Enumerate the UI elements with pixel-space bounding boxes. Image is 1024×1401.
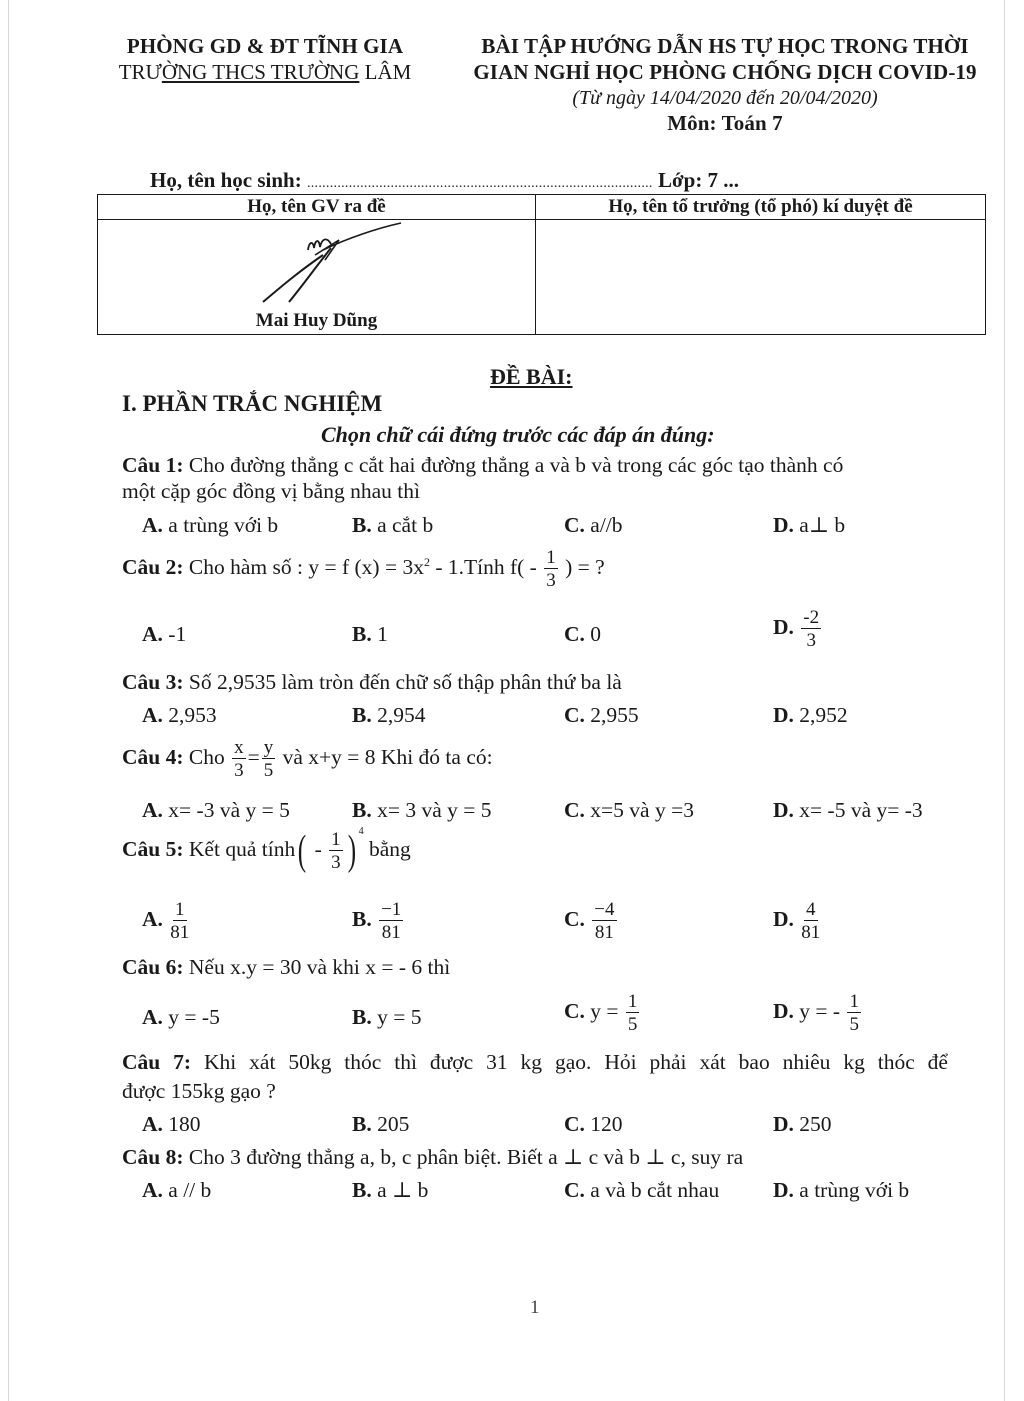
question-1-text1: Cho đường thẳng c cắt hai đường thẳng a và b và trong các góc tạo thành có — [183, 453, 844, 477]
option-label: A. — [142, 622, 163, 646]
left-parenthesis: ( — [298, 828, 307, 874]
fraction — [262, 738, 276, 780]
q3-option-a[interactable] — [142, 703, 217, 728]
option-text: x=5 và y =3 — [584, 798, 694, 822]
question-5-text: Kết quả tính — [183, 836, 296, 861]
fraction — [592, 900, 616, 942]
approver-signature-cell — [536, 220, 986, 335]
question-7-label: Câu 7: — [122, 1050, 192, 1074]
page-right-edge — [1004, 0, 1005, 1401]
question-2-text: ) = ? — [559, 554, 605, 579]
exam-title: ĐỀ BÀI: — [490, 364, 573, 389]
student-name-label: Họ, tên học sinh: — [150, 168, 307, 192]
q6-option-b[interactable] — [352, 1005, 421, 1030]
option-text: a trùng với b — [793, 1178, 910, 1202]
question-4-text: và x+y = 8 Khi đó ta có: — [277, 744, 493, 769]
q2-option-c[interactable] — [564, 622, 601, 647]
question-5-line — [122, 825, 411, 874]
q5-option-b[interactable] — [352, 900, 405, 942]
question-3-line — [122, 670, 622, 695]
option-text: y = — [584, 998, 624, 1023]
q1-option-c[interactable] — [564, 513, 623, 538]
fraction — [329, 830, 343, 872]
header-left-line1: PHÒNG GD & ĐT TĨNH GIA — [126, 34, 404, 58]
option-label: D. — [773, 998, 794, 1023]
option-label: B. — [352, 906, 372, 931]
option-text: 1 — [371, 622, 388, 646]
page-left-edge — [8, 0, 9, 1401]
option-text: 205 — [371, 1112, 410, 1136]
header-right-line2: GIAN NGHỈ HỌC PHÒNG CHỐNG DỊCH COVID-19 — [473, 60, 977, 84]
option-text: x= -5 và y= -3 — [793, 798, 923, 822]
option-label: D. — [773, 798, 794, 822]
fraction — [544, 548, 558, 590]
q7-option-d[interactable] — [773, 1112, 832, 1137]
numerator: -2 — [803, 607, 820, 628]
question-2-text: Cho hàm số : y = f (x) = 3x — [183, 554, 424, 579]
numerator: y — [263, 737, 274, 758]
q2-option-d[interactable] — [773, 608, 823, 650]
right-parenthesis: ) — [347, 828, 356, 874]
question-1-text2: một cặp góc đồng vị bằng nhau thì — [122, 479, 420, 503]
q4-option-a[interactable] — [142, 798, 290, 823]
option-text: y = 5 — [371, 1005, 422, 1029]
option-label: B. — [352, 703, 372, 727]
denominator: 5 — [849, 1014, 859, 1035]
option-label: A. — [142, 1005, 163, 1029]
fraction — [801, 608, 821, 650]
option-text: x= 3 và y = 5 — [371, 798, 492, 822]
date-range: (Từ ngày 14/04/2020 đến 20/04/2020) — [572, 87, 878, 109]
option-label: C. — [564, 622, 585, 646]
fraction — [847, 992, 861, 1034]
denominator: 3 — [331, 852, 341, 873]
q8-option-d[interactable] — [773, 1178, 909, 1203]
fraction — [801, 900, 820, 942]
q4-option-b[interactable] — [352, 798, 492, 823]
q3-option-d[interactable] — [773, 703, 848, 728]
question-8-line — [122, 1145, 743, 1170]
option-text: a cắt b — [371, 513, 434, 537]
q4-option-c[interactable] — [564, 798, 694, 823]
option-text: a ⊥ b — [371, 1178, 429, 1202]
question-8-text: Cho 3 đường thẳng a, b, c phân biệt. Biết a ⊥ c và b ⊥ c, suy ra — [183, 1145, 744, 1169]
option-label: C. — [564, 703, 585, 727]
numerator: x — [234, 737, 244, 758]
q8-option-b[interactable] — [352, 1178, 428, 1203]
numerator: 4 — [806, 899, 816, 920]
teacher-name: Mai Huy Dũng — [255, 310, 378, 331]
denominator: 5 — [263, 760, 274, 781]
question-4-label: Câu 4: — [122, 744, 184, 769]
question-2-line — [122, 548, 605, 590]
option-text: a và b cắt nhau — [584, 1178, 720, 1202]
question-6-text: Nếu x.y = 30 và khi x = - 6 thì — [183, 955, 451, 979]
option-text: -1 — [162, 622, 187, 646]
q8-option-a[interactable] — [142, 1178, 211, 1203]
teacher-signature-image — [253, 220, 413, 310]
school-name-part3: LÂM — [359, 60, 412, 84]
header-right-line1: BÀI TẬP HƯỚNG DẪN HS TỰ HỌC TRONG THỜI — [481, 34, 969, 58]
q6-option-d[interactable] — [773, 992, 863, 1034]
signature-table — [97, 194, 986, 335]
option-label: C. — [564, 906, 585, 931]
question-5-text: bằng — [363, 836, 411, 861]
numerator: −4 — [594, 899, 615, 920]
option-label: C. — [564, 1112, 585, 1136]
teacher-signature-cell — [98, 220, 536, 335]
page-number: 1 — [530, 1297, 540, 1318]
minus-sign: - — [309, 836, 328, 861]
option-label: B. — [352, 1178, 372, 1202]
exponent: 4 — [358, 825, 364, 837]
option-text: 2,953 — [162, 703, 217, 727]
q1-option-b[interactable] — [352, 513, 433, 538]
question-7-line1 — [122, 1050, 948, 1075]
question-7-text1: Khi xát 50kg thóc thì được 31 kg gạo. Hỏi phải xát bao nhiêu kg thóc để — [191, 1050, 948, 1074]
option-text: x= -3 và y = 5 — [162, 798, 290, 822]
option-label: A. — [142, 798, 163, 822]
option-label: D. — [773, 614, 794, 639]
option-label: A. — [142, 1112, 163, 1136]
question-4-line — [122, 738, 493, 780]
option-text: 250 — [793, 1112, 832, 1136]
exponent: 2 — [423, 554, 430, 569]
numerator: 1 — [175, 899, 185, 920]
instruction: Chọn chữ cái đứng trước các đáp án đúng: — [321, 422, 715, 447]
question-3-label: Câu 3: — [122, 670, 184, 694]
option-label: A. — [142, 703, 163, 727]
option-text: 2,955 — [584, 703, 639, 727]
fraction — [232, 738, 246, 780]
question-4-text: Cho — [183, 744, 231, 769]
option-text: 0 — [584, 622, 602, 646]
option-label: D. — [773, 1178, 794, 1202]
option-label: D. — [773, 906, 794, 931]
q2-option-b[interactable] — [352, 622, 388, 647]
q6-option-a[interactable] — [142, 1005, 220, 1030]
option-label: D. — [773, 513, 794, 537]
option-label: B. — [352, 798, 372, 822]
q2-option-a[interactable] — [142, 622, 186, 647]
question-2-text: - 1.Tính f( - — [429, 554, 543, 579]
q5-option-c[interactable] — [564, 900, 619, 942]
q1-option-a[interactable] — [142, 513, 278, 538]
option-label: C. — [564, 998, 585, 1023]
denominator: 81 — [801, 922, 821, 943]
numerator: 1 — [627, 991, 638, 1012]
option-text: a trùng với b — [162, 513, 279, 537]
denominator: 81 — [381, 922, 401, 943]
q3-option-c[interactable] — [564, 703, 639, 728]
option-text: 120 — [584, 1112, 623, 1136]
numerator: −1 — [381, 899, 402, 920]
student-info-line — [150, 168, 739, 193]
q8-option-c[interactable] — [564, 1178, 719, 1203]
denominator: 81 — [170, 922, 190, 943]
option-label: D. — [773, 1112, 794, 1136]
q4-option-d[interactable] — [773, 798, 923, 823]
option-label: B. — [352, 1112, 372, 1136]
option-label: C. — [564, 798, 585, 822]
question-2-label: Câu 2: — [122, 554, 184, 579]
question-7-text2: được 155kg gạo ? — [122, 1079, 276, 1103]
subject-title: Môn: Toán 7 — [667, 111, 783, 135]
option-label: B. — [352, 622, 372, 646]
numerator: 1 — [331, 829, 341, 850]
option-text: a // b — [162, 1178, 212, 1202]
denominator: 3 — [806, 630, 816, 651]
denominator: 3 — [546, 570, 556, 591]
approver-column-header: Họ, tên tổ trưởng (tổ phó) kí duyệt đề — [536, 195, 986, 220]
q3-option-b[interactable] — [352, 703, 425, 728]
option-text: y = -5 — [162, 1005, 220, 1029]
question-1-line1 — [122, 453, 843, 478]
option-label: B. — [352, 1005, 372, 1029]
student-name-field[interactable]: ........................................................................................... — [306, 176, 653, 191]
fraction — [379, 900, 403, 942]
denominator: 3 — [234, 760, 244, 781]
option-label: D. — [773, 703, 794, 727]
question-8-label: Câu 8: — [122, 1145, 184, 1169]
q7-option-b[interactable] — [352, 1112, 409, 1137]
teacher-column-header: Họ, tên GV ra đề — [98, 195, 536, 220]
option-label: A. — [142, 1178, 163, 1202]
numerator: 1 — [546, 547, 556, 568]
denominator: 5 — [627, 1014, 638, 1035]
option-text: 180 — [162, 1112, 201, 1136]
fraction — [626, 992, 640, 1034]
option-text: a⊥ b — [793, 513, 846, 537]
option-label: C. — [564, 513, 585, 537]
denominator: 81 — [594, 922, 614, 943]
q1-option-d[interactable] — [773, 513, 845, 538]
option-text: a//b — [584, 513, 623, 537]
section-title: I. PHẦN TRẮC NGHIỆM — [122, 391, 383, 416]
question-3-text: Số 2,9535 làm tròn đến chữ số thập phân thứ ba là — [183, 670, 622, 694]
option-text: 2,954 — [371, 703, 426, 727]
q5-option-d[interactable] — [773, 900, 822, 942]
option-label: B. — [352, 513, 372, 537]
header-left-line2 — [100, 60, 430, 85]
equals-sign: = — [247, 744, 260, 769]
option-text: y = - — [793, 998, 846, 1023]
option-label: A. — [142, 513, 163, 537]
school-name-part2: ỜNG THCS TRƯỜNG — [161, 60, 360, 84]
class-label: Lớp: 7 ... — [652, 168, 740, 192]
option-label: C. — [564, 1178, 585, 1202]
option-text: 2,952 — [793, 703, 848, 727]
question-1-label: Câu 1: — [122, 453, 184, 477]
q7-option-a[interactable] — [142, 1112, 201, 1137]
q7-option-c[interactable] — [564, 1112, 623, 1137]
question-6-line — [122, 955, 450, 980]
numerator: 1 — [849, 991, 859, 1012]
fraction — [170, 900, 189, 942]
q6-option-c[interactable] — [564, 992, 641, 1034]
question-5-label: Câu 5: — [122, 836, 184, 861]
school-name-part1: TRƯ — [118, 60, 162, 84]
q5-option-a[interactable] — [142, 900, 191, 942]
question-6-label: Câu 6: — [122, 955, 184, 979]
option-label: A. — [142, 906, 163, 931]
